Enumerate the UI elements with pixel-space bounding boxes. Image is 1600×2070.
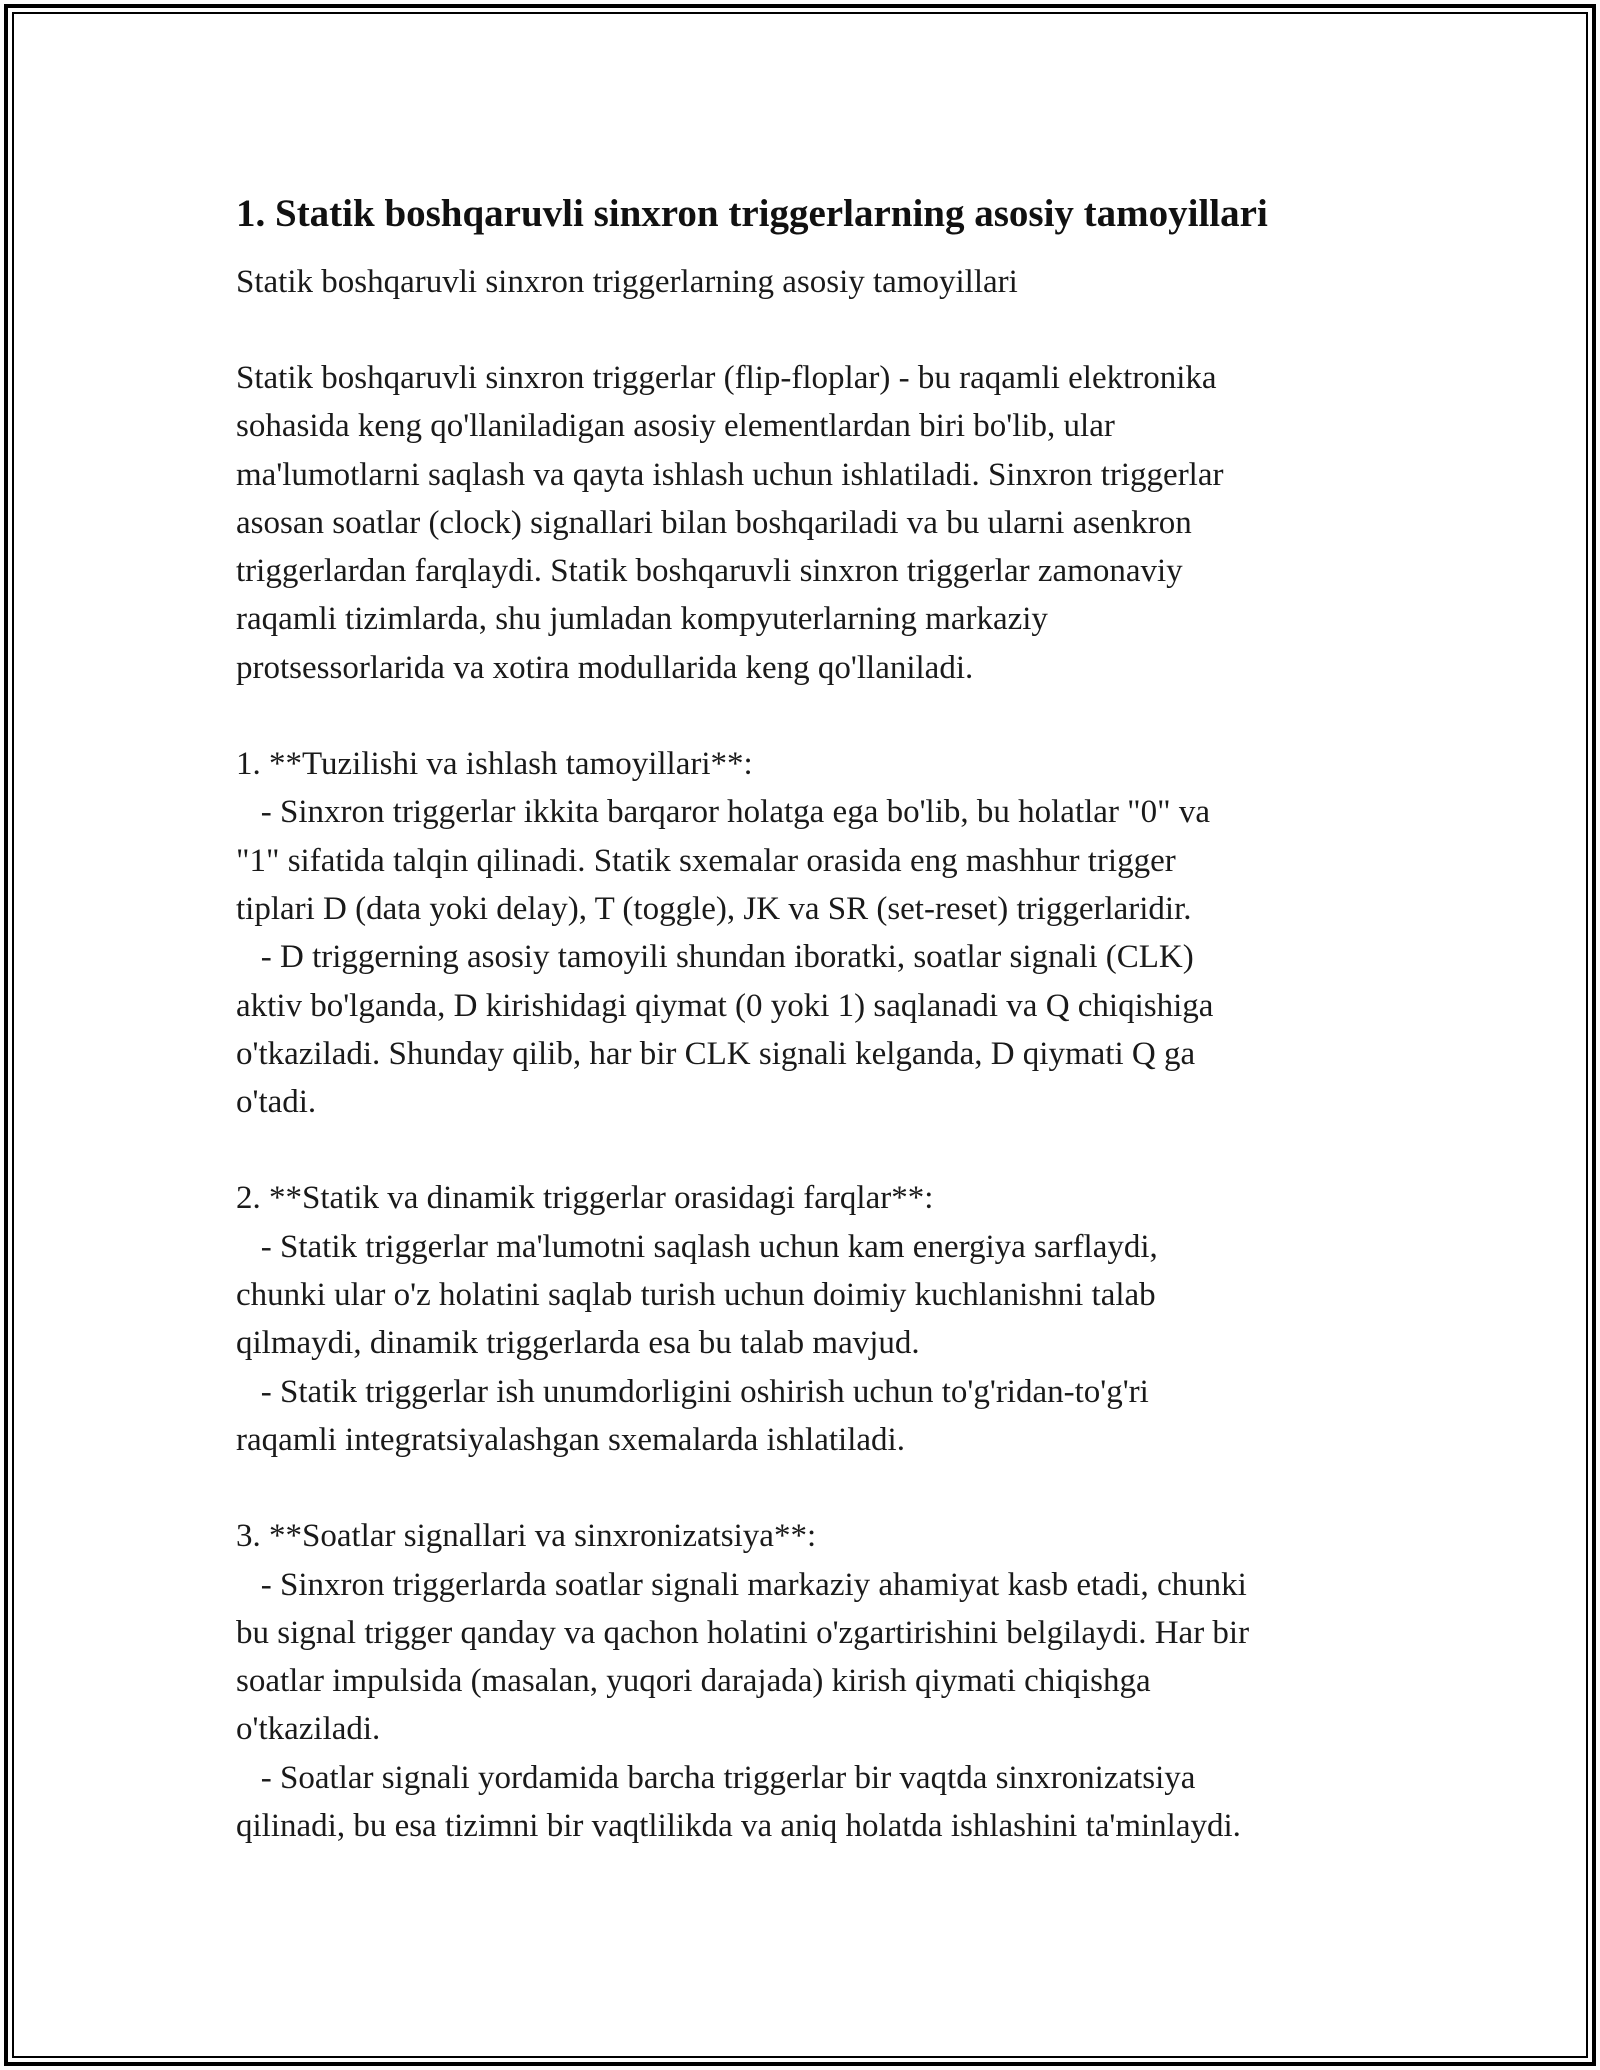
section-point: - D triggerning asosiy tamoyili shundan iboratki, soatlar signali (CLK) aktiv bo'lganda, D kirishidagi qiymat (0 yoki 1) saqlanadi va Q chiqishiga o'tkaziladi. Shunday qilib, har bir CLK signali kelganda, D qiymati Q ga o'tadi. <box>236 939 1214 1121</box>
section-heading: 2. **Statik va dinamik triggerlar orasidagi farqlar**: <box>236 1180 934 1217</box>
section-point: - Statik triggerlar ma'lumotni saqlash uchun kam energiya sarflaydi, chunki ular o'z holatini saqlab turish uchun doimiy kuchlanishni talab qilmaydi, dinamik triggerlarda esa bu talab mavjud. <box>236 1228 1158 1362</box>
section-point: - Sinxron triggerlarda soatlar signali markaziy ahamiyat kasb etadi, chunki bu signal trigger qanday va qachon holatini o'zgartirishini belgilaydi. Har bir soatlar impulsida (masalan, yuqori darajada) kirish qiymati chiqishga o'tkaziladi. <box>236 1566 1250 1748</box>
section-heading: 3. **Soatlar signallari va sinxronizatsiya**: <box>236 1518 817 1555</box>
section-point: - Soatlar signali yordamida barcha triggerlar bir vaqtda sinxronizatsiya qilinadi, bu esa tizimni bir vaqtlilikda va aniq holatda ishlashini ta'minlaydi. <box>236 1759 1241 1845</box>
document-title: 1. Statik boshqaruvli sinxron triggerlarning asosiy tamoyillari <box>236 192 1268 235</box>
section-structure <box>236 740 1376 1126</box>
section-point: - Sinxron triggerlar ikkita barqaror holatga ega bo'lib, bu holatlar "0" va "1" sifatida talqin qilinadi. Statik sxemalar orasida eng mashhur trigger tiplari D (data yoki delay), T (toggle), JK va SR (set-reset) triggerlaridir. <box>236 794 1211 927</box>
intro-paragraph: Statik boshqaruvli sinxron triggerlar (flip-floplar) - bu raqamli elektronika sohasida keng qo'llaniladigan asosiy elementlardan biri bo'lib, ular ma'lumotlarni saqlash va qayta ishlash uchun ishlatiladi. Sinxron triggerlar asosan soatlar (clock) signallari bilan boshqariladi va bu ularni asenkron triggerlardan farqlaydi. Statik boshqaruvli sinxron triggerlar zamonaviy raqamli tizimlarda, shu jumladan kompyuterlarning markaziy protsessorlarida va xotira modullarida keng qo'llaniladi. <box>236 360 1224 686</box>
section-clock-signals <box>236 1512 1376 1850</box>
document-content <box>236 186 1376 1850</box>
section-heading: 1. **Tuzilishi va ishlash tamoyillari**: <box>236 746 753 783</box>
section-point: - Statik triggerlar ish unumdorligini oshirish uchun to'g'ridan-to'g'ri raqamli integratsiyalashgan sxemalarda ishlatiladi. <box>236 1373 1149 1458</box>
document-subtitle: Statik boshqaruvli sinxron triggerlarning asosiy tamoyillari <box>236 264 1018 300</box>
section-static-vs-dynamic <box>236 1174 1376 1464</box>
